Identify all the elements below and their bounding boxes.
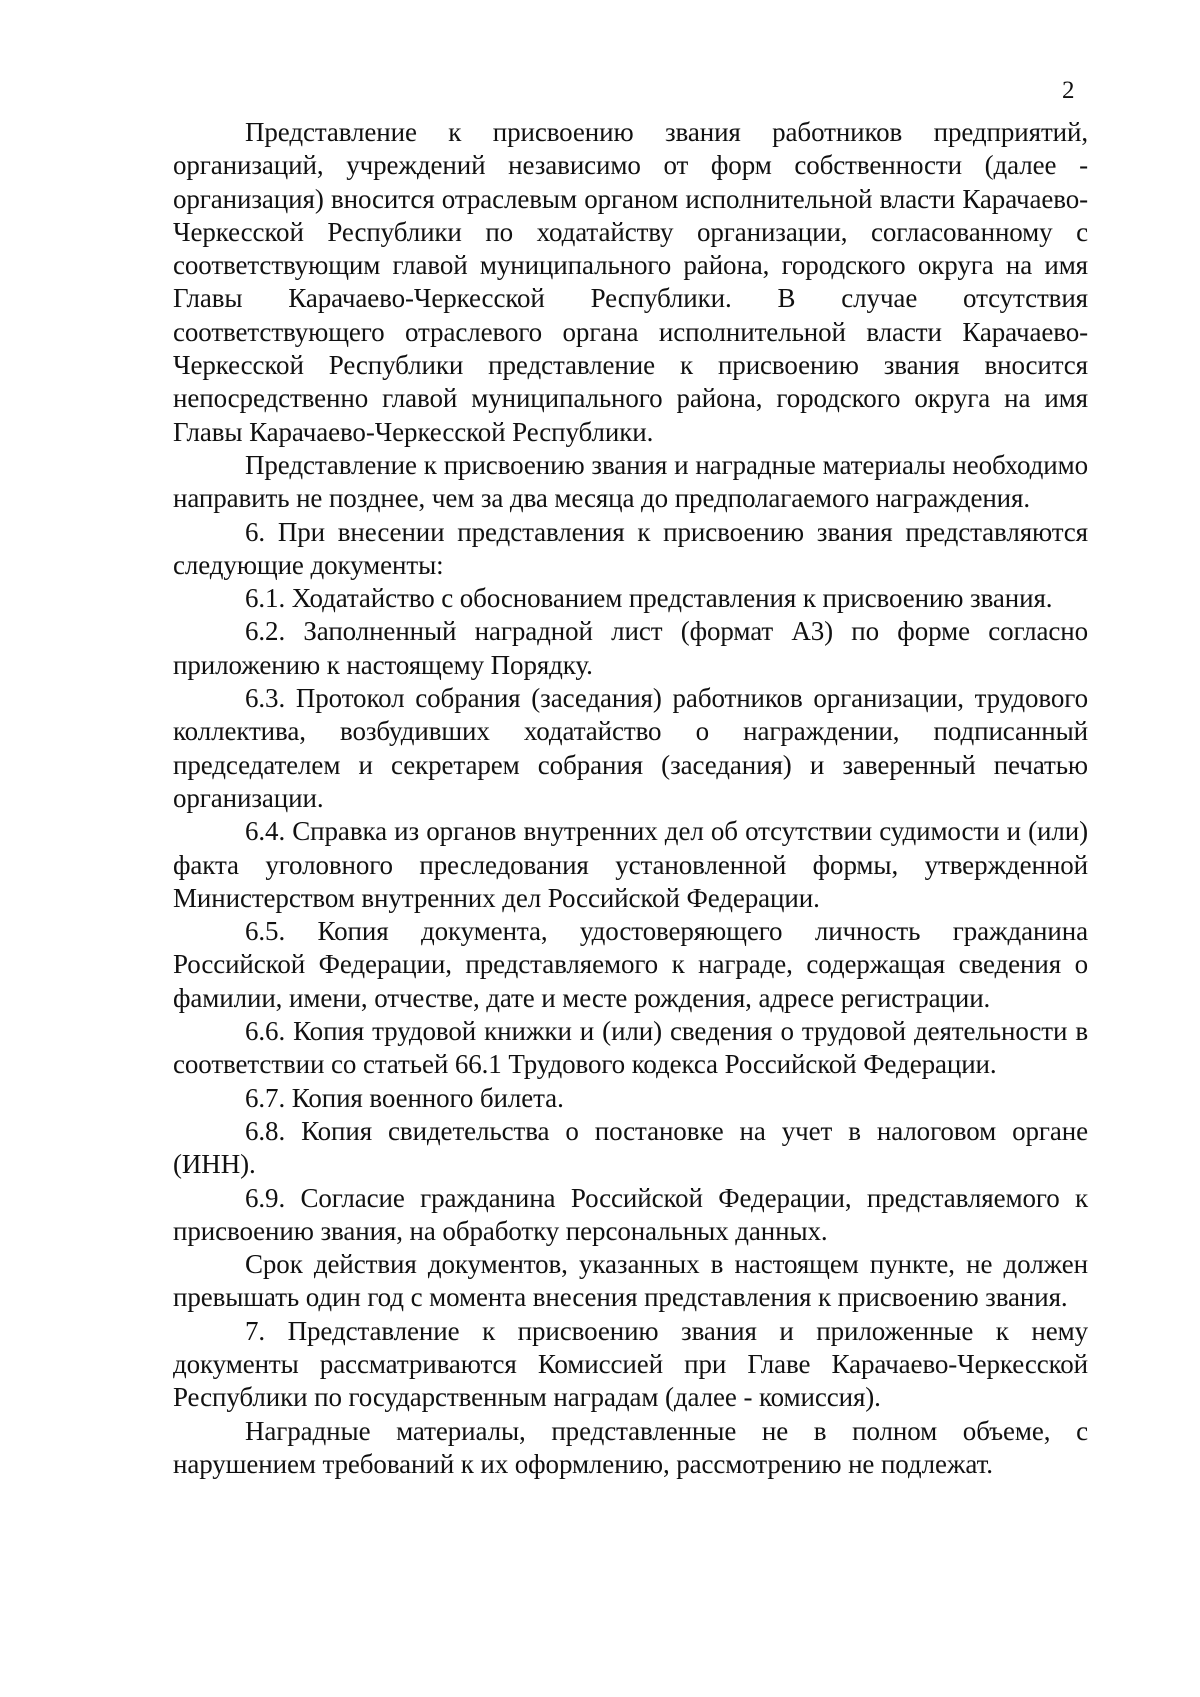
paragraph-item-6-5: 6.5. Копия документа, удостоверяющего личность гражданина Российской Федерации, представляемого к награде, содержащая сведения о фамилии, имени, отчестве, дате и месте рождения, адресе регистрации. [173,916,1088,1013]
paragraph-documents-validity: Срок действия документов, указанных в настоящем пункте, не должен превышать один год с момента внесения представления к присвоению звания. [173,1249,1088,1313]
paragraph-item-6-6: 6.6. Копия трудовой книжки и (или) сведения о трудовой деятельности в соответствии со статьей 66.1 Трудового кодекса Российской Федерации. [173,1016,1088,1080]
paragraph-item-6-3: 6.3. Протокол собрания (заседания) работников организации, трудового коллектива, возбудивших ходатайство о награждении, подписанный председателем и секретарем собрания (заседания) и заверенный печатью организации. [173,683,1088,813]
paragraph-item-7: 7. Представление к присвоению звания и приложенные к нему документы рассматриваются Комиссией при Главе Карачаево-Черкесской Республики по государственным наградам (далее - комиссия). [173,1315,1088,1413]
paragraph-item-6-4: 6.4. Справка из органов внутренних дел об отсутствии судимости и (или) факта уголовного преследования установленной формы, утвержденной Министерством внутренних дел Российской Федерации. [173,816,1088,913]
paragraph-item-6-9: 6.9. Согласие гражданина Российской Федерации, представляемого к присвоению звания, на обработку персональных данных. [173,1182,1088,1246]
paragraph-incomplete-materials: Наградные материалы, представленные не в полном объеме, с нарушением требований к их оформлению, рассмотрению не подлежат. [173,1415,1088,1479]
page-number: 2 [1062,77,1075,104]
paragraph-submission-deadline: Представление к присвоению звания и наградные материалы необходимо направить не позднее, чем за два месяца до предполагаемого награждения. [173,449,1088,514]
document-body [173,116,1088,1481]
paragraph-submission-procedure: Представление к присвоению звания работников предприятий, организаций, учреждений независимо от форм собственности (далее - организация) вносится отраслевым органом исполнительной власти Карачаево-Черкесской Республики по ходатайству организации, согласованному с соответствующим главой муниципального района, городского округа на имя Главы Карачаево-Черкесской Республики. В случае отсутствия соответствующего отраслевого органа исполнительной власти Карачаево-Черкесской Республики представление к присвоению звания вносится непосредственно главой муниципального района, городского округа на имя Главы Карачаево-Черкесской Республики. [173,117,1088,447]
paragraph-item-6-2: 6.2. Заполненный наградной лист (формат А3) по форме согласно приложению к настоящему Порядку. [173,616,1088,680]
paragraph-item-6-7: 6.7. Копия военного билета. [245,1082,564,1113]
paragraph-item-6: 6. При внесении представления к присвоению звания представляются следующие документы: [173,516,1088,580]
paragraph-item-6-1: 6.1. Ходатайство с обоснованием представления к присвоению звания. [245,583,1053,614]
paragraph-item-6-8: 6.8. Копия свидетельства о постановке на учет в налоговом органе (ИНН). [173,1115,1088,1180]
